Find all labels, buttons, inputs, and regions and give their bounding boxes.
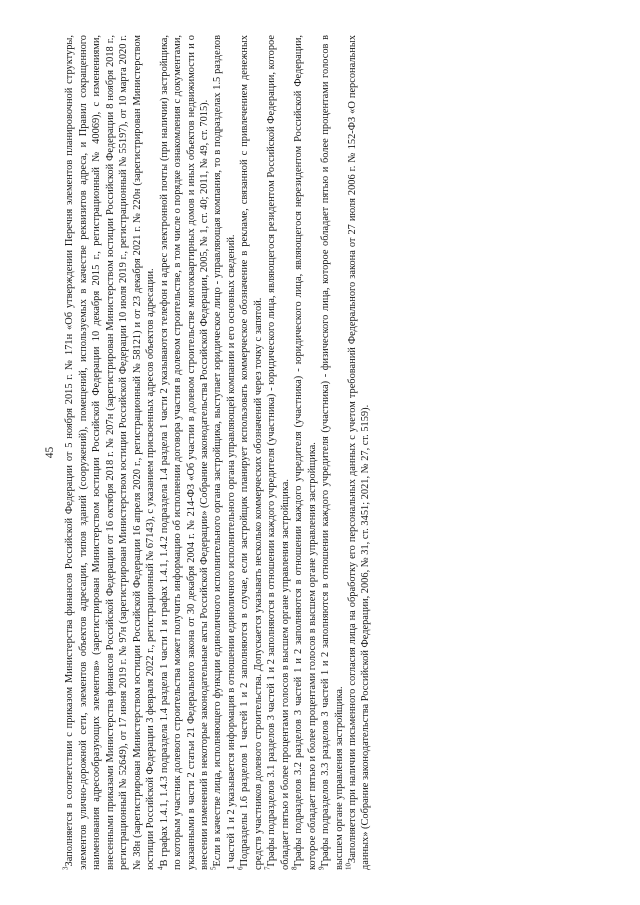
footnote-text: Подразделы 1.6 разделов 1 частей 1 и 2 заполняются в случае, если застройщик планирует использовать коммерческое обозначение в рекламе, связанной с привлечением денежных средств участников долевого строительства. Допускается указывать несколько коммерческих обозначений через точку с запятой. [239,35,264,870]
page-number: 45 [44,446,56,459]
footnote-marker: 4 [156,866,165,870]
footnote-text: В графах 1.4.1, 1.4.3 подраздела 1.4 раздела 1 части 1 и графах 1.4.1, 1.4.2 подраздела 1.4 раздела 1 части 2 указываются телефон и адрес электронной почты (при наличии) застройщика, по которым участник долевого строительства может получить информацию об исполнении договора участия в долевом строительстве, в том числе о порядке ознакомления с документами, указанными в части 2 статьи 21 Федерального закона от 30 декабря 2004 г. № 214-ФЗ «Об участии в долевом строительстве многоквартирных домов и иных объектов недвижимости и о внесении изменений в некоторые законодательные акты Российской Федерации» (Собрание законодательства Российской Федерации, 2005, № 1, ст. 40; 2011, № 49, ст. 7015). [158,35,210,870]
footnote [346,35,373,870]
footnote-marker: 10 [344,863,353,870]
footnote-marker: 6 [236,866,245,870]
footnote [319,35,346,870]
footnote-marker: 7 [263,866,272,870]
footnote-marker: 8 [290,866,299,870]
footnote-text: Графы подразделов 3.3 разделов 3 частей 1 и 2 заполняются в отношении каждого учредителя (участника) - физического лица, которое обладает пятью и более процентами голосов в высшем органе управления застройщика. [320,35,345,870]
footnote-text: Если в качестве лица, исполняющего функции единоличного исполнительного органа застройщика, выступает юридическое лицо - управляющая компания, то в подразделах 1.5 разделов 1 частей 1 и 2 указывается информация в отношении единоличного исполнительного органа управляющей компании и его основных сведений. [212,35,237,870]
footnotes-list [63,35,372,870]
footnote [158,35,212,870]
footnote-marker: 9 [317,866,326,870]
footnote [63,35,157,870]
footnote-marker: 3 [61,866,70,870]
footnote-text: Заполняется при наличии письменного согласия лица на обработку его персональных данных с учетом требований Федерального закона от 27 июля 2006 г. № 152-ФЗ «О персональных данных» (Собрание законодательства Российской Федерации, 2006, № 31, ст. 3451; 2021, № 27, ст. 5159). [346,35,372,870]
footnote [238,35,265,870]
footnote [265,35,292,870]
footnote-text: Графы подразделов 3.2 разделов 3 частей 1 и 2 заполняются в отношении каждого учредителя (участника) - юридического лица, являющегося нерезидентом Российской Федерации, которое обладает пятью и более процентами голосов в высшем органе управления застройщика. [293,35,318,870]
footnote [211,35,238,870]
footnote-text: Заполняется в соответствии с приказом Министерства финансов Российской Федерации от 5 ноября 2015 г. № 171н «Об утверждении Перечня элементов планировочной структуры, элементов улично-дорожной сети, элементов объектов адресации, типов зданий (сооружений), помещений, используемых в качестве реквизитов адреса, и Правил сокращенного наименования адресообразующих элементов» (зарегистрирован Министерством юстиции Российской Федерации 10 декабря 2015 г., регистрационный № 40069), с изменениями, внесенными приказами Министерства финансов Российской Федерации от 16 октября 2018 г. № 207н (зарегистрирован Министерством юстиции Российской Федерации 8 ноября 2018 г., регистрационный № 52649), от 17 июня 2019 г. № 97н (зарегистрирован Министерством юстиции Российской Федерации 10 июля 2019 г., регистрационный № 55197), от 10 марта 2020 г. № 38н (зарегистрирован Министерством юстиции Российской Федерации 16 апреля 2020 г., регистрационный № 58121) и от 23 декабря 2021 г. № 220н (зарегистрирован Министерством юстиции Российской Федерации 3 февраля 2022 г., регистрационный № 67143), с указанием присвоенных адресов объектов адресации. [64,35,157,870]
footnote-marker: 5 [209,866,218,870]
footnote [292,35,319,870]
rotated-text-block [42,35,602,870]
footnote-text: Графы подразделов 3.1 разделов 3 частей 1 и 2 заполняются в отношении каждого учредителя (участника) - юридического лица, являющегося резидентом Российской Федерации, которое обладает пятью и более процентами голосов в высшем органе управления застройщика. [266,35,291,870]
